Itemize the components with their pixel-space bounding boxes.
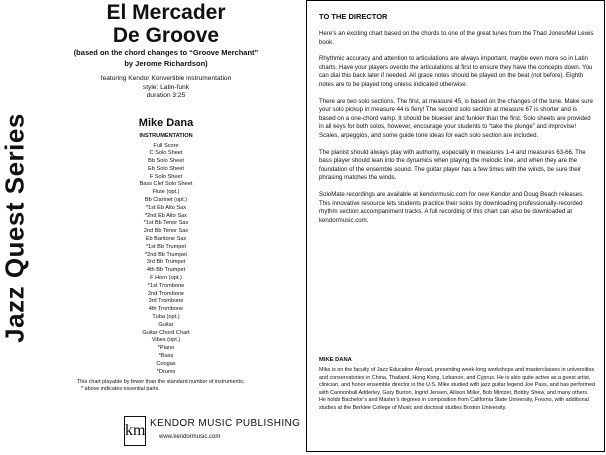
instrument-item: *1st Bb Trumpet (145, 243, 187, 250)
subtitle-line-1: (based on the chord changes to “Groove Merchant” (73, 48, 259, 57)
instrument-item: Congas (156, 360, 176, 367)
director-paragraph-5: SoloMate recordings are available at kendormusic.com for new Kendor and Doug Beach releases. This innovative resource lets students practice their solos by downloading professionally-recorded rhythm section accompaniment tracks. A full recording of this chart can also be downloaded at kendormusic.com. (319, 190, 584, 224)
bio-heading: MIKE DANA (319, 357, 352, 363)
director-paragraph-3: There are two solo sections. The first, at measure 45, is based on the changes of the tune. Make sure your solo pickup in measure 44 is fiery! The second solo section at measure 67 is shorter and is based on a one-chord vamp. It should be bluesier and funkier than the first. Solo sheets are provided in all keys for both solos, however, encourage your students to “take the plunge” and improvise! Scales, arpeggios, and some guide tone ideas for each solo section are included. (319, 97, 593, 139)
director-paragraph-4: The pianist should always play with authority, especially in measures 1-4 and measures 63-66. The bass player should lean into the dynamics when playing the melodic line, and when they are the foundation of the ensemble sound. The guitar player has a few times with the winds, be sure their phrasing matches the winds. (319, 148, 586, 182)
footnote-line-2: * above indicates essential parts. (81, 386, 160, 393)
director-paragraph-1: Here’s an exciting chart based on the chords to one of the great tunes from the Thad Jones/Mel Lewis book. (319, 30, 594, 46)
publisher-name: KENDOR MUSIC PUBLISHING (150, 418, 301, 429)
instrument-item: *Piano (157, 345, 175, 352)
instrument-item: Flute (opt.) (152, 189, 180, 196)
series-title: Jazz Quest Series (0, 113, 30, 343)
instrument-item: 2nd Bb Tenor Sax (143, 228, 189, 235)
instrument-item: *1st Trombone (147, 282, 185, 289)
director-notes-box (306, 0, 605, 452)
instrument-item: Full Score (153, 142, 179, 149)
director-heading: TO THE DIRECTOR (319, 12, 388, 21)
instrument-item: Eb Baritone Sax (145, 236, 187, 243)
instrument-item: Tuba (opt.) (152, 314, 180, 321)
cover-column (30, 0, 302, 455)
publisher-logo (124, 416, 301, 446)
instrument-item: F Horn (opt.) (150, 275, 182, 282)
featuring-text: featuring Kendor Konvertible instrumentation (100, 75, 232, 82)
publisher-url: www.kendormusic.com (159, 434, 221, 440)
instrument-item: *2nd Bb Trumpet (145, 251, 187, 258)
composer-name: Mike Dana (138, 116, 194, 129)
instrumentation-heading: INSTRUMENTATION (139, 132, 193, 139)
instrument-item: 2nd Trombone (147, 290, 185, 297)
duration-text: duration 3:25 (146, 92, 186, 99)
instrumentation-footnote (77, 379, 302, 393)
instrument-item: Vibes (opt.) (151, 337, 181, 344)
director-paragraph-2: Rhythmic accuracy and attention to articulations are always important, maybe even more so in Latin charts. Have your players overdo the articulations at first to ensure they have the concepts down. You can dial this back later if needed. All grace notes should be played on the beat (not before). Eighth notes are to be played long unless indicated otherwise. (319, 55, 593, 88)
instrument-item: *2nd Eb Alto Sax (145, 212, 187, 219)
instrument-item: Guitar Chord Chart (142, 329, 190, 336)
instrument-item: *1st Eb Alto Sax (145, 204, 187, 211)
instrument-item: 3rd Bb Trumpet (146, 259, 186, 266)
instrumentation-list (30, 143, 302, 377)
instrument-item: Guitar (158, 321, 174, 328)
instrument-item: *Bass (158, 353, 174, 360)
instrument-item: Bb Solo Sheet (148, 158, 184, 165)
instrument-item: 4th Trombone (148, 306, 184, 313)
footnote-line-1: This chart playable by fewer than the standard number of instruments; (77, 379, 245, 386)
bio-text: Mike is on the faculty of Jazz Education Abroad, presenting week-long workshops and masterclasses in universities and conservatories in China, Thailand, Hong Kong, Lebanon, and Cyprus. He is also quite active as a guest artist, clinician, and honor ensemble director in the U.S. Mike studied with jazz guitar legend Joe Pass, and has performed with Cannonball Adderley, Gary Burton, Ingrid Jensen, Allison Miller, Bob Mintzer, Bobby Shew, and many others. He holds Bachelor’s and Master’s degrees in composition from California State University, Fresno, with additional studies at the Berklee College of Music and doctoral studies Boston University. (319, 367, 595, 411)
instrument-item: F Solo Sheet (149, 173, 183, 180)
instrument-item: *Drums (156, 368, 176, 375)
title-line-2: De Groove (112, 24, 220, 47)
instrument-item: 3rd Trombone (148, 298, 184, 305)
title-line-1: El Mercader (106, 1, 226, 24)
subtitle-line-2: by Jerome Richardson) (124, 59, 208, 68)
series-spine (0, 0, 30, 455)
style-text: style: Latin-funk (142, 83, 190, 91)
instrument-item: *1st Bb Tenor Sax (143, 220, 189, 227)
km-logo-mark: km (124, 416, 146, 446)
instrument-item: Bass Clef Solo Sheet (139, 181, 193, 188)
instrument-item: C Solo Sheet (149, 150, 183, 157)
instrument-item: Bb Clarinet (opt.) (144, 197, 188, 204)
instrument-item: Eb Solo Sheet (148, 165, 184, 172)
instrument-item: 4th Bb Trumpet (146, 267, 186, 274)
